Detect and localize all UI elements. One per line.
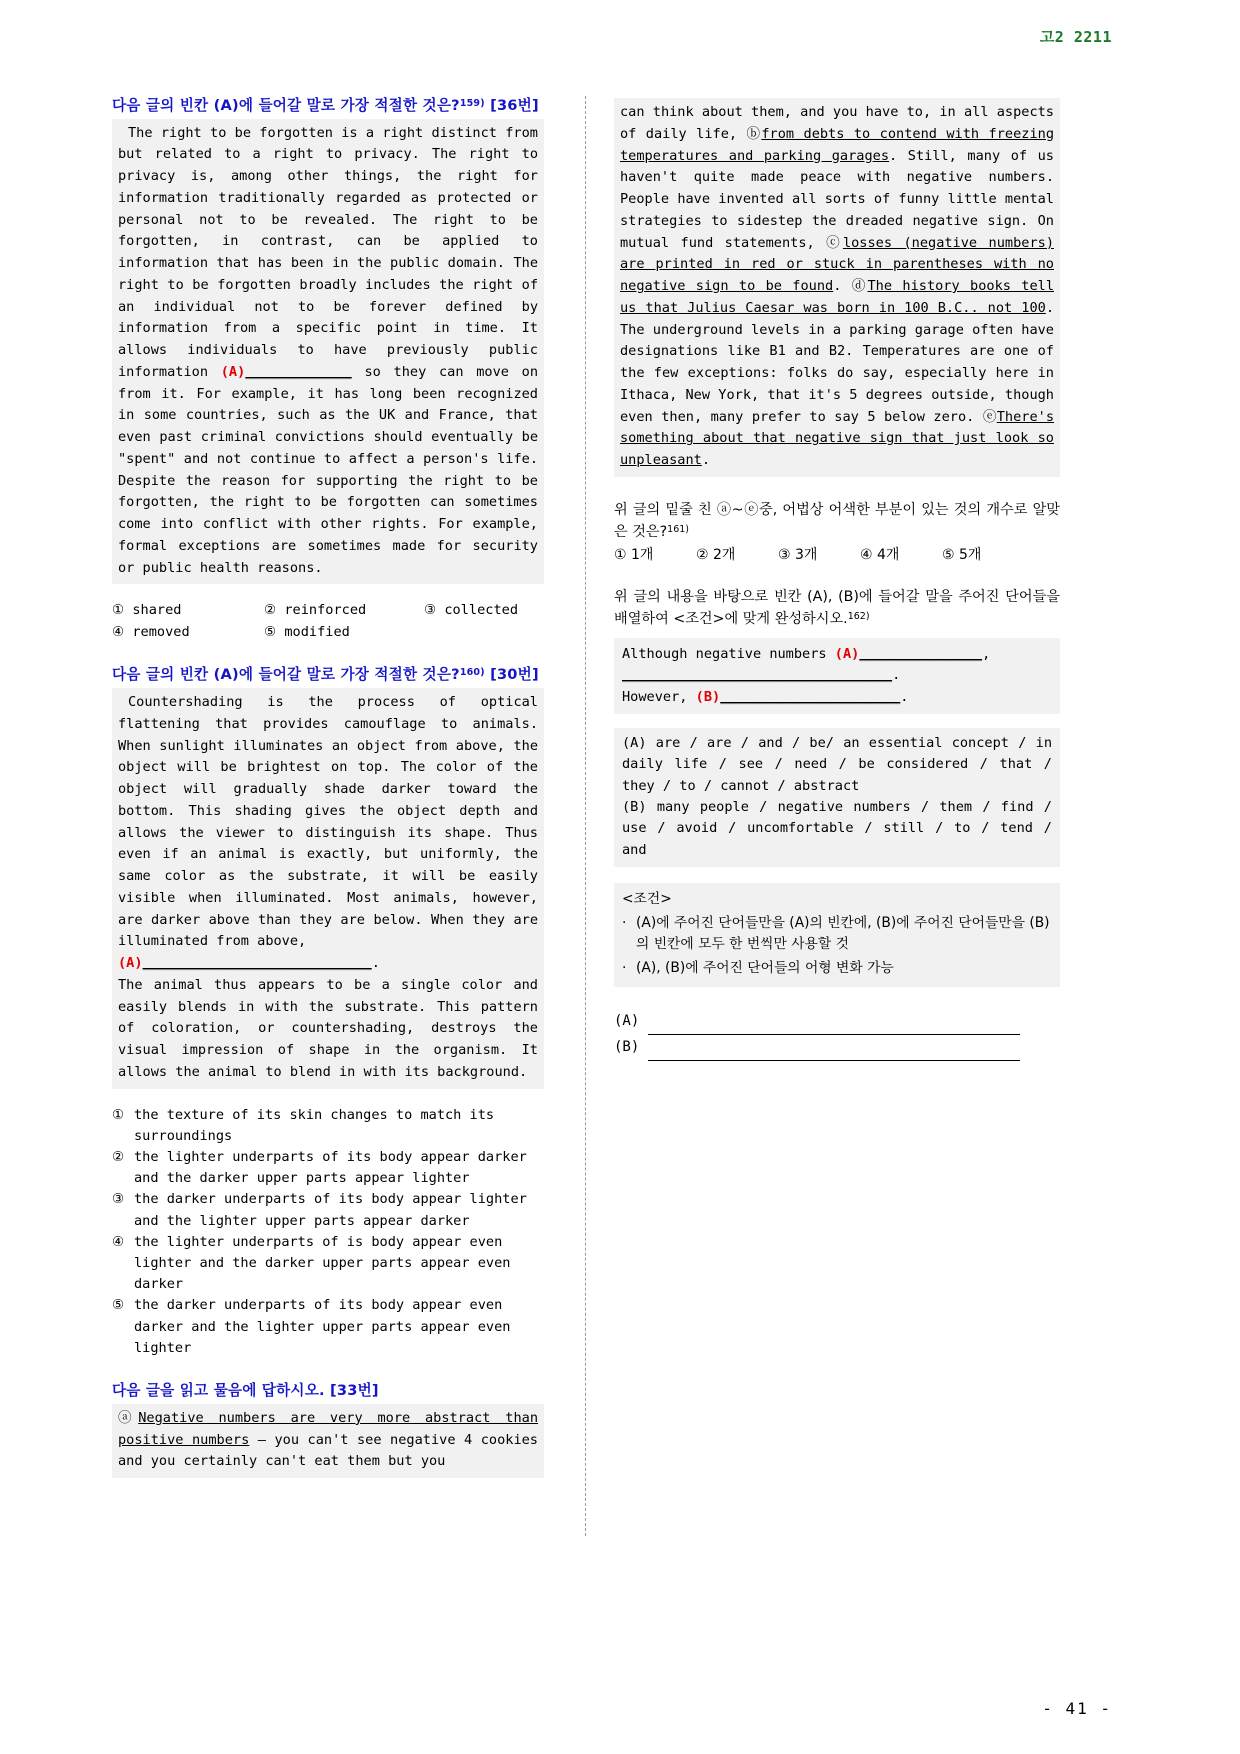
underlined-segment-c: losses (negative numbers) are printed in red or stuck in parentheses with no negative sign to be found xyxy=(620,234,1054,294)
blank-b-rule: ______________________ xyxy=(720,688,901,705)
answer-line-a-label: (A) xyxy=(614,1013,640,1030)
choice-4[interactable] xyxy=(112,622,264,643)
blank-b-label: (B) xyxy=(695,688,721,705)
condition-box xyxy=(614,883,1060,987)
option-1-num: ① xyxy=(614,547,627,564)
passage33-rest: — you can't see negative 4 cookies and you certainly can't eat them but you xyxy=(118,1431,538,1470)
option-1[interactable] xyxy=(614,544,696,564)
blank-a30-tail: . xyxy=(371,955,380,972)
question-30-passage xyxy=(112,688,544,1089)
sentence-line-1 xyxy=(622,644,1052,665)
answer-sentence-box xyxy=(614,638,1060,713)
question-36-passage xyxy=(112,119,544,585)
sentence-line-2 xyxy=(622,665,1052,686)
option-2[interactable] xyxy=(696,544,778,564)
condition-bullet-1 xyxy=(622,913,1052,956)
choice-5-num: ⑤ xyxy=(112,1297,125,1314)
choice-1-text: the texture of its skin changes to match its surroundings xyxy=(134,1106,495,1144)
sentence-line2-post: . xyxy=(892,667,901,684)
seg2: . Still, many of us haven't quite made peace with negative numbers. People have invented all sorts of funny little mental strategies to sidestep the dreaded negative sign. On mutual fund statements, xyxy=(620,147,1054,251)
condition-bullet-2 xyxy=(622,958,1052,980)
choice-4-num: ④ xyxy=(112,1233,125,1250)
column-divider xyxy=(585,96,586,1536)
question-33-passage xyxy=(112,1404,544,1478)
choice-3-num: ③ xyxy=(424,602,437,619)
option-2-text: 2개 xyxy=(713,547,736,564)
answer-line-b-rule[interactable] xyxy=(648,1047,1020,1061)
question-161-footnote: 161) xyxy=(667,523,689,535)
choice-1[interactable] xyxy=(112,600,264,621)
answer-line-b[interactable] xyxy=(614,1035,1060,1061)
question-33-title-text: 다음 글을 읽고 물음에 답하시오. xyxy=(112,1382,325,1400)
question-161-stem: 위 글의 밑줄 친 ⓐ~ⓔ중, 어법상 어색한 부분이 있는 것의 개수로 알맞은 것은? xyxy=(614,501,1060,540)
underlined-segment-b: from debts to contend with freezing temperatures and parking garages xyxy=(620,125,1055,164)
choice-1-num: ① xyxy=(112,602,125,619)
choice-3[interactable] xyxy=(112,1189,544,1231)
passage-continuation xyxy=(614,98,1060,477)
question-block-161 xyxy=(614,499,1060,564)
marker-e-icon: ⓔ xyxy=(982,408,997,425)
page-header-label: 고2 2211 xyxy=(1039,28,1112,46)
option-4-text: 4개 xyxy=(877,547,900,564)
question-30-footnote: 160) xyxy=(459,667,485,679)
choice-1[interactable] xyxy=(112,1105,544,1147)
seg1: can think about them, and you have to, in all aspects of daily life, xyxy=(620,104,1054,142)
marker-a-icon: ⓐ xyxy=(118,1409,139,1426)
option-3[interactable] xyxy=(778,544,860,564)
choice-3-text: collected xyxy=(444,602,519,619)
seg3: . xyxy=(833,278,852,294)
word-bank-line-a: (A) are / are / and / be/ an essential concept / in daily life / see / need / be considered / that / they / to / cannot / abstract xyxy=(622,734,1052,794)
sentence-line1-pre: Although negative numbers xyxy=(622,646,835,663)
choice-row-1 xyxy=(112,600,544,621)
bullet-dot-icon: · xyxy=(622,959,627,976)
marker-d-icon: ⓓ xyxy=(851,278,868,294)
question-block-30 xyxy=(112,665,544,1359)
word-bank-line-b: (B) many people / negative numbers / them / find / use / avoid / uncomfortable / still / to / tend / and xyxy=(622,798,1052,858)
right-column xyxy=(614,96,1060,1536)
choice-3-num: ③ xyxy=(112,1191,125,1208)
choice-3-text: the darker underparts of its body appear lighter and the lighter upper parts appear darker xyxy=(134,1191,527,1229)
passage30-text-part2: The animal thus appears to be a single color and easily blends in with the substrate. This pattern of coloration, or countershading, destroys the visual impression of shape in the organism. It allows the animal to blend in with its background. xyxy=(118,976,538,1080)
question-36-number: [36번] xyxy=(490,97,539,114)
question-30-title-text: 다음 글의 빈칸 (A)에 들어갈 말로 가장 적절한 것은? xyxy=(112,666,460,684)
question-162-footnote: 162) xyxy=(847,611,870,623)
choice-5[interactable] xyxy=(112,1295,544,1359)
option-2-num: ② xyxy=(696,547,709,564)
passage-text-part1: The right to be forgotten is a right distinct from but related to a right to privacy. The right to privacy is, among other things, the right for information traditionally regarded as protected or personal not to be revealed. The right to be forgotten, in contrast, can be applied to information that has been in the public domain. The right to be forgotten broadly includes the right of an individual not to be forever defined by information from a specific point in time. It allows individuals to have previously public information xyxy=(118,124,538,380)
question-161-options xyxy=(614,544,1060,564)
question-36-title xyxy=(112,96,544,117)
question-161-text xyxy=(614,499,1060,543)
underlined-segment-e: There's something about that negative sign that just look so unpleasant xyxy=(620,408,1055,468)
condition-bullet-2-text: (A), (B)에 주어진 단어들의 어형 변화 가능 xyxy=(636,959,894,976)
choice-2-num: ② xyxy=(264,602,277,619)
left-column xyxy=(112,96,558,1536)
sentence-line-3 xyxy=(622,687,1052,708)
underlined-segment-d: The history books tell us that Julius Caesar was born in 100 B.C.. not 100 xyxy=(620,278,1055,316)
blank-a30-label: (A) xyxy=(118,955,143,972)
option-5[interactable] xyxy=(942,544,1024,564)
answer-line-b-label: (B) xyxy=(614,1039,640,1056)
passage30-text-part1: Countershading is the process of optical flattening that provides camouflage to animals. When sunlight illuminates an object from above, the object will be brightest on top. The color of the object will gradually shade darker toward the bottom. This shading gives the object depth and allows the viewer to distinguish its shape. Thus even if an animal is exactly, but uniformly, the same color as the substrate, it will be easily visible when illuminated. Most animals, however, are darker above than they are below. When they are illuminated from above, xyxy=(118,694,538,950)
choice-4-num: ④ xyxy=(112,623,125,640)
question-33-title xyxy=(112,1381,544,1402)
choice-1-num: ① xyxy=(112,1106,125,1123)
blank-a-rule: _____________ xyxy=(245,363,352,380)
answer-line-a-rule[interactable] xyxy=(648,1021,1020,1035)
option-3-text: 3개 xyxy=(795,547,818,564)
choice-5[interactable] xyxy=(264,622,424,643)
question-block-36 xyxy=(112,96,544,643)
sentence-line1-post: , xyxy=(982,646,991,663)
marker-b-icon: ⓑ xyxy=(746,125,762,142)
page-footer-number: - 41 - xyxy=(1042,1699,1112,1718)
choice-2[interactable] xyxy=(264,600,424,621)
marker-c-icon: ⓒ xyxy=(826,234,843,251)
choice-3[interactable] xyxy=(424,600,518,621)
option-4-num: ④ xyxy=(860,547,873,564)
option-4[interactable] xyxy=(860,544,942,564)
word-bank-box xyxy=(614,728,1060,868)
question-33-number: [33번] xyxy=(330,1382,379,1400)
question-30-title xyxy=(112,665,544,686)
question-162-text xyxy=(614,586,1060,630)
choice-2-num: ② xyxy=(112,1149,125,1166)
sentence-line3-post: . xyxy=(900,688,909,705)
blank-a-label: (A) xyxy=(834,646,860,663)
question-block-33 xyxy=(112,1381,544,1478)
choice-5-text: modified xyxy=(284,623,350,640)
two-column-layout xyxy=(112,96,1128,1536)
choice-4-text: removed xyxy=(132,623,190,640)
seg4: . The underground levels in a parking garage often have designations like B1 and B2. Temperatures are one of the few exceptions: folks do say, especially here in Ithaca, New York, that it's 5 degrees outside, though even then, many prefer to say 5 below zero. xyxy=(620,299,1054,425)
seg5: . xyxy=(701,452,711,468)
choice-1-text: shared xyxy=(132,602,182,619)
choice-5-text: the darker underparts of its body appear even darker and the lighter upper parts appear even lighter xyxy=(134,1297,511,1356)
choice-2-text: reinforced xyxy=(284,602,367,619)
question-block-162 xyxy=(614,586,1060,1061)
blank-a-rule-cont: _________________________________ xyxy=(622,667,893,684)
question-30-choices xyxy=(112,1105,544,1359)
option-5-num: ⑤ xyxy=(942,547,955,564)
option-3-num: ③ xyxy=(778,547,791,564)
choice-4-text: the lighter underparts of is body appear even lighter and the darker upper parts appear even darker xyxy=(134,1233,511,1293)
question-36-footnote: 159) xyxy=(459,98,485,109)
choice-4[interactable] xyxy=(112,1232,544,1296)
choice-5-num: ⑤ xyxy=(264,623,277,640)
condition-title: <조건> xyxy=(622,891,672,908)
underlined-segment-a: Negative numbers are very more abstract than positive numbers xyxy=(118,1409,539,1448)
bullet-dot-icon: · xyxy=(622,914,627,931)
question-162-stem: 위 글의 내용을 바탕으로 빈칸 (A), (B)에 들어갈 말을 주어진 단어들을 배열하여 <조건>에 맞게 완성하시오. xyxy=(614,589,1060,628)
question-36-choices xyxy=(112,600,544,643)
choice-row-2 xyxy=(112,622,544,643)
option-5-text: 5개 xyxy=(959,547,982,564)
choice-2-text: the lighter underparts of its body appear darker and the darker upper parts appear lighter xyxy=(134,1149,527,1187)
condition-bullet-1-text: (A)에 주어진 단어들만을 (A)의 빈칸에, (B)에 주어진 단어들만을 (B)의 빈칸에 모두 한 번씩만 사용할 것 xyxy=(636,914,1050,953)
blank-a-rule: _______________ xyxy=(859,646,983,663)
option-1-text: 1개 xyxy=(631,547,654,564)
question-36-title-text: 다음 글의 빈칸 (A)에 들어갈 말로 가장 적절한 것은? xyxy=(112,97,460,114)
answer-line-a[interactable] xyxy=(614,1009,1060,1035)
blank-a30-rule: ____________________________ xyxy=(142,955,372,972)
passage-text-part2: so they can move on from it. For example, it has long been recognized in some countries, such as the UK and France, that even past criminal convictions should eventually be "spent" and not continue to affect a person's life. Despite the reason for supporting the right to be forgotten, the right to be forgotten can sometimes come into conflict with other rights. For example, formal exceptions are sometimes made for security or public health reasons. xyxy=(118,363,539,576)
choice-2[interactable] xyxy=(112,1147,544,1189)
answer-write-lines xyxy=(614,1009,1060,1061)
blank-a-label: (A) xyxy=(220,363,246,380)
sentence-line3-pre: However, xyxy=(622,688,696,705)
question-30-number: [30번] xyxy=(490,666,539,684)
